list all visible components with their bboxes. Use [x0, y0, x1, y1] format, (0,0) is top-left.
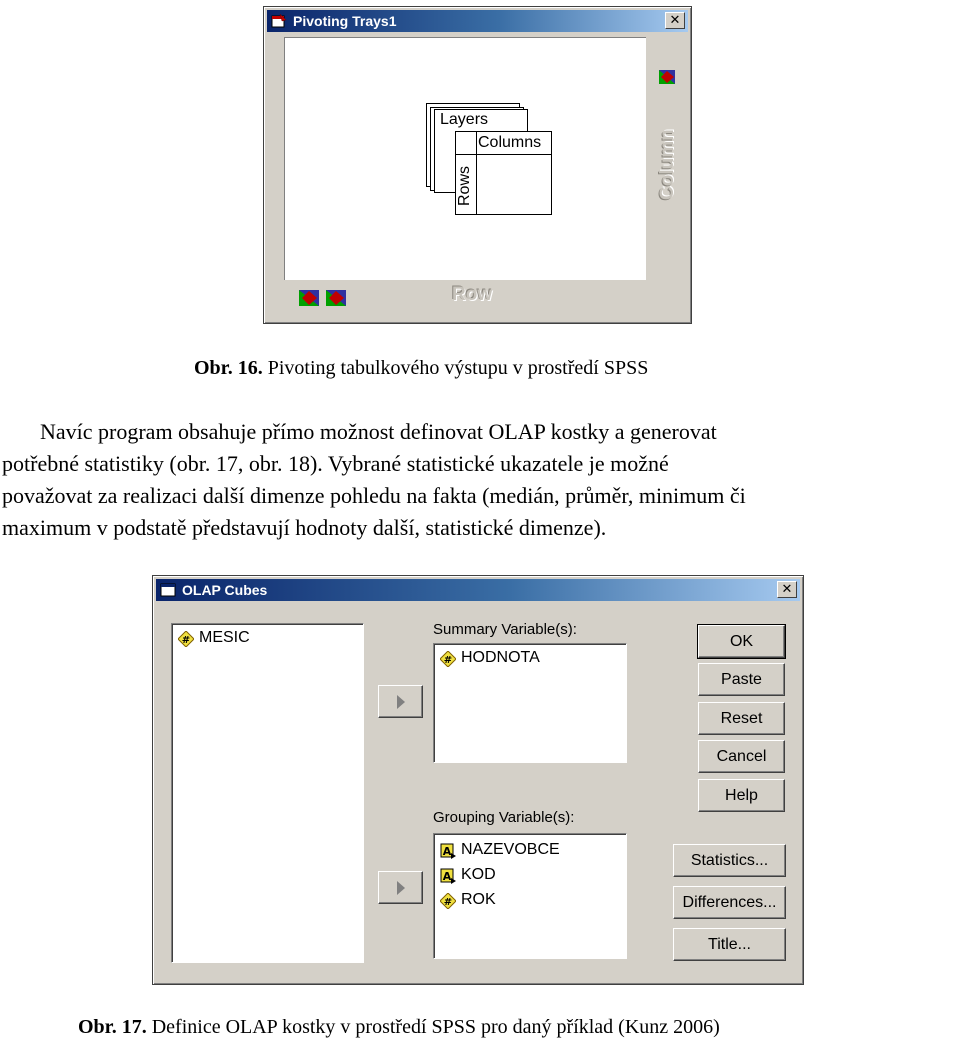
svg-text:#: # — [443, 655, 453, 666]
move-to-summary-button[interactable] — [378, 685, 423, 718]
item-label: NAZEVOBCE — [461, 841, 560, 858]
item-label: ROK — [461, 891, 496, 908]
caption-text: Pivoting tabulkového výstupu v prostředí SPSS — [262, 357, 649, 379]
move-to-grouping-button[interactable] — [378, 871, 423, 904]
figure-17-caption — [78, 1016, 720, 1039]
summary-variable-list[interactable] — [433, 643, 627, 763]
help-button[interactable]: Help — [698, 779, 785, 812]
caption-number: Obr. 16. — [194, 357, 263, 379]
numeric-variable-icon — [440, 893, 456, 909]
grouping-variables-label: Grouping Variable(s): — [433, 809, 575, 826]
summary-variables-label: Summary Variable(s): — [433, 621, 577, 638]
olap-close-button[interactable]: ✕ — [777, 581, 797, 598]
column-tray-label: Column — [657, 129, 678, 200]
row-tray-label: Row — [452, 284, 493, 305]
olap-window-title: OLAP Cubes — [182, 582, 268, 598]
reset-button[interactable]: Reset — [698, 702, 785, 735]
table-diagram — [455, 131, 552, 215]
diagram-rows-label: Rows — [456, 165, 473, 206]
arrow-right-icon — [395, 880, 407, 896]
diagram-layers-label: Layers — [440, 111, 489, 128]
item-label: KOD — [461, 866, 496, 883]
item-label: HODNOTA — [461, 649, 540, 666]
caption-number: Obr. 17. — [78, 1016, 147, 1038]
row-pivot-icons[interactable] — [298, 288, 350, 308]
pivot-close-button[interactable]: ✕ — [665, 12, 685, 29]
paragraph-line: Navíc program obsahuje přímo možnost definovat OLAP kostky a generovat — [40, 419, 717, 444]
arrow-right-icon — [395, 694, 407, 710]
string-variable-icon — [440, 843, 456, 859]
pivot-window-title: Pivoting Trays1 — [293, 13, 397, 29]
pivot-table-icon — [271, 13, 287, 29]
svg-text:#: # — [181, 635, 191, 646]
pivoting-trays-window — [263, 6, 692, 324]
paragraph-line: maximum v podstatě představují hodnoty další, statistické dimenze). — [2, 515, 607, 540]
cancel-button[interactable]: Cancel — [698, 740, 785, 773]
source-variable-list[interactable] — [171, 623, 364, 963]
grouping-variable-list[interactable] — [433, 833, 627, 959]
diagram-columns-label: Columns — [478, 134, 542, 151]
paste-button[interactable]: Paste — [698, 663, 785, 696]
pivot-canvas — [284, 37, 646, 280]
column-pivot-icon[interactable] — [657, 68, 679, 84]
ok-button[interactable]: OK — [698, 625, 785, 658]
svg-text:A: A — [442, 870, 452, 883]
numeric-variable-icon — [440, 651, 456, 667]
svg-text:#: # — [443, 897, 453, 908]
olap-title-bar[interactable] — [156, 579, 800, 601]
svg-text:A: A — [442, 845, 452, 858]
window-icon — [160, 582, 176, 598]
paragraph-line: považovat za realizaci další dimenze pohledu na fakta (medián, průměr, minimum či — [2, 483, 746, 508]
olap-cubes-dialog — [152, 575, 804, 985]
pivot-title-bar[interactable] — [267, 10, 688, 32]
differences-button[interactable]: Differences... — [673, 886, 786, 919]
figure-16-caption — [194, 357, 648, 380]
string-variable-icon — [440, 868, 456, 884]
title-button[interactable]: Title... — [673, 928, 786, 961]
item-label: MESIC — [199, 629, 250, 646]
numeric-variable-icon — [178, 631, 194, 647]
statistics-button[interactable]: Statistics... — [673, 844, 786, 877]
paragraph-line: potřebné statistiky (obr. 17, obr. 18). Vybrané statistické ukazatele je možné — [2, 451, 669, 476]
caption-text: Definice OLAP kostky v prostředí SPSS pro daný příklad (Kunz 2006) — [146, 1016, 720, 1038]
